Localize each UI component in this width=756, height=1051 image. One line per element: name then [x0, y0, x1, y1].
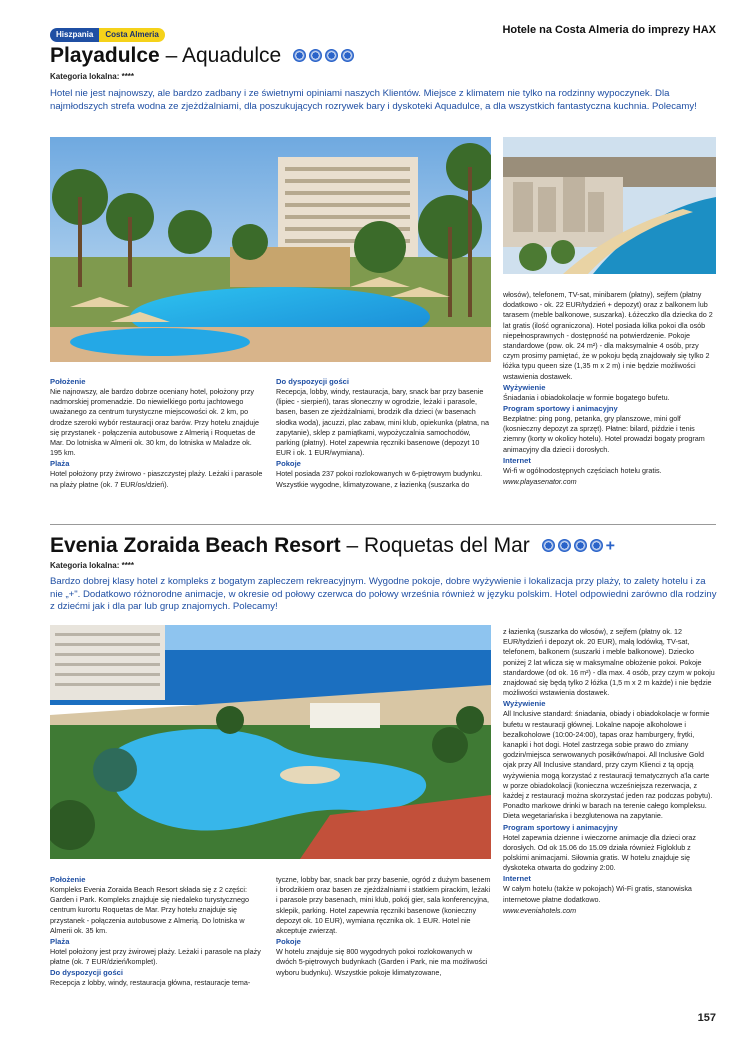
hotel2-facilities-heading: Do dyspozycji gości	[50, 968, 124, 978]
hotel2-column-2	[276, 875, 491, 979]
hotel1-column-1	[50, 377, 265, 491]
hotel1-board-text: Śniadania i obiadokolacje w formie bogatego bufetu.	[503, 392, 670, 402]
hotel1-internet-heading: Internet	[503, 455, 531, 465]
star-icon	[293, 49, 306, 62]
hotel1-location: Aquadulce	[181, 44, 282, 67]
hotel1-title	[50, 44, 357, 68]
hotel1-rooms-heading: Pokoje	[276, 459, 301, 469]
hotel1-intro: Hotel nie jest najnowszy, ale bardzo zadbany i ze świetnymi opiniami naszych Klientów. Miejsce z klimatem nie tylko na rodzinny wypoczynek. Dla najmłodszych strefa wodna ze zjeżdżalniami, dla poszukujących rozrywek bary i dyskoteki Aquadulce, a dla wszystkich fantastyczna kuchnia. Polecamy!	[50, 88, 697, 112]
hotel1-rating	[293, 44, 357, 68]
hotel1-website-link[interactable]: www.playasenator.com	[503, 477, 577, 487]
hotel2-sport-heading: Program sportowy i animacyjny	[503, 822, 618, 832]
hotel1-internet-text: Wi-fi w ogólnodostępnych częściach hotelu gratis.	[503, 465, 662, 475]
hotel2-beach-text: Hotel położony jest przy żwirowej plaży. Leżaki i parasole na plaży płatne (ok. 7 EUR/dzień/komplet).	[50, 947, 261, 967]
hotel2-dash: –	[346, 534, 359, 557]
hotel2-main-photo	[50, 625, 491, 859]
region-badge: Costa Almeria	[99, 28, 165, 42]
star-icon	[341, 49, 354, 62]
breadcrumb-badges	[50, 24, 165, 42]
hotel2-category: Kategoria lokalna: ****	[50, 561, 135, 570]
hotel1-beach-text: Hotel położony przy żwirowo - piaszczystej plaży. Leżaki i parasole na plaży płatne (ok. 7 EUR/os/dzień).	[50, 469, 263, 489]
hotel2-name: Evenia Zoraida Beach Resort	[50, 534, 341, 557]
hotel1-board-heading: Wyżywienie	[503, 382, 546, 392]
hotel2-facilities-text: Recepcja z lobby, windy, restauracja główna, restauracje tema-	[50, 978, 251, 988]
hotel1-rooms-text: Hotel posiada 237 pokoi rozlokowanych w 6-piętrowym budynku. Wszystkie wygodne, klimatyzowane, z łazienką (suszarka do	[276, 469, 483, 489]
hotel2-facilities-continued: tyczne, lobby bar, snack bar przy basenie, ogród z dużym basenem i brodzikiem oraz basen ze zjeżdżalniami i statkiem pirackim, leżaki i parasole przy basenach, mini klub, pokój gier, sala konferencyjna, sklepik, parking. Hotel zapewnia ręczniki basenowe (konieczny depozyt ok. 10 EUR), wymiana ręcznika ok. 1 EUR. Hotel nie akceptuje zwierząt.	[276, 875, 491, 936]
country-badge: Hiszpania	[50, 28, 99, 42]
hotel2-board-heading: Wyżywienie	[503, 699, 546, 709]
hotel2-internet-text: W całym hotelu (także w pokojach) Wi-Fi gratis, stanowiska internetowe płatne dodatkowo.	[503, 884, 692, 904]
hotel1-sport-text: Bezpłatne: ping pong, petanka, gry planszowe, mini golf (kosnieczny depozyt za sprzęt). Płatne: bilard, piździe i tenis ziemny (korty w okolicy hotelu). Hotel prowadzi bogaty program animacyjny dla dzieci i dorosłych.	[503, 414, 705, 454]
hotel2-title	[50, 534, 615, 558]
hotel1-column-3	[503, 290, 716, 488]
hotel1-category: Kategoria lokalna: ****	[50, 72, 135, 81]
hotel2-rooms-text: W hotelu znajduje się 800 wygodnych pokoi rozlokowanych w dwóch 5-piętrowych budynkach (Garden i Park, nie ma możliwości wyboru budynku). Wszystkie pokoje klimatyzowane,	[276, 947, 488, 977]
hotel2-intro: Bardzo dobrej klasy hotel z kompleks z bogatym zapleczem rekreacyjnym. Wygodne pokoje, dobre wyżywienie i lokalizacja przy plaży, to zalety hotelu i za nie „+". Dodatkowo różnorodne animacje, w okresie od połowy czerwca do połowy września również w języku polskim. Hotel odpowiedni zarówno dla rodziny z dziećmi jak i dla par lub grup znajomych. Polecamy!	[50, 576, 717, 612]
hotel2-rating	[542, 534, 615, 558]
page-number: 157	[697, 1012, 716, 1024]
hotel2-internet-heading: Internet	[503, 874, 531, 884]
hotel2-rooms-continued: z łazienką (suszarka do włosów), z sejfem (płatny ok. 12 EUR/tydzień i depozyt ok. 20 EUR), małą lodówką, TV-sat, telefonem, balkonem (suszarki i meble balkonowe). Dziecko poniżej 2 lat wlicza się w maksymalne obłożenie pokoi. Pokoje standardowe (od ok. 16 m²) - dla max. 4 osób, przy czym w pokoju znajdować się będą tylko 2 łóżka (1,5 m x 2 m każde) i nie będzie możliwości wstawienia dostawek.	[503, 627, 715, 698]
hotel2-website-link[interactable]: www.eveniahotels.com	[503, 905, 577, 915]
hotel1-beach-heading: Plaża	[50, 459, 70, 469]
star-icon	[590, 539, 603, 552]
hotel2-column-3	[503, 627, 716, 917]
hotel1-facilities-heading: Do dyspozycji gości	[276, 377, 350, 386]
hotel2-board-text: All Inclusive standard: śniadania, obiady i obiadokolacje w formie bufetu w restauracji głównej. Lokalne napoje alkoholowe i bezalkoholowe (10:00-24:00), tapas oraz hamburgery, frytki, kanapki i hot dogi. Hotel zastrzega sobie prawo do zmiany godzin/miejsca serwowanych posiłków/napoi. All Inclusive Gold ojak przy All Inclusive standard, przy czym Klienci z tą opcją wyżywienia mogą korzystać z restauracji tematycznych a'la carte w porze obiadokolacji (konieczna wcześniejsza rezerwacja, z każdej z restauracji można skorzystać jeden raz podczas pobytu). Ponadto markowe drinki w barach na terenie całego kompleksu. Dieta wegetariańska i bezglutenowa na zapytanie.	[503, 709, 713, 821]
hotel2-location: Roquetas del Mar	[363, 534, 530, 557]
hotel1-beach-photo	[503, 137, 716, 274]
hotel2-column-1	[50, 875, 265, 990]
star-icon	[325, 49, 338, 62]
plus-icon: +	[605, 537, 615, 555]
hotel1-sport-heading: Program sportowy i animacyjny	[503, 404, 618, 414]
section-header: Hotele na Costa Almeria do imprezy HAX	[502, 24, 716, 36]
section-divider	[50, 524, 716, 525]
hotel1-column-2	[276, 377, 491, 491]
star-icon	[558, 539, 571, 552]
hotel2-beach-heading: Plaża	[50, 937, 70, 947]
hotel1-facilities-text: Recepcja, lobby, windy, restauracja, bary, snack bar przy basenie (lipiec - sierpień), taras słoneczny w ogrodzie, leżaki i parasole, basen, basen ze zjeżdżalniami, brodzik dla dzieci (w basenach słodka woda), jacuzzi, plac zabaw, mini klub, opiekunka (płatna, na zapytanie), sklep z pamiątkami, wypożyczalnia samochodów, parking (płatny). Hotel zapewnia ręczniki basenowe (depozyt 10 EUR i ok. 1 EUR/wymiana).	[276, 387, 489, 458]
hotel2-location-heading: Położenie	[50, 875, 86, 884]
hotel2-location-text: Kompleks Evenia Zoraida Beach Resort składa się z 2 części: Garden i Park. Kompleks znajduje się niedaleko turystycznego centrum kurortu Roquetas de Mar. Przy hotelu znajduje się przystanek - połączenia autobusowe z Almerią. Do lotniska w Almerii ok. 35 km.	[50, 885, 249, 935]
hotel1-name: Playadulce	[50, 44, 160, 67]
star-icon	[574, 539, 587, 552]
hotel1-rooms-continued: włosów), telefonem, TV-sat, minibarem (płatny), sejfem (płatny dodatkowo - ok. 22 EUR/tydzień + depozyt) oraz z balkonem lub tarasem (meble balkonowe, suszarka). Łóżeczko dla dziecka do 2 lat gratis (ilość ograniczona). Hotel posiada kilka pokoi dla osób niepełnosprawnych - dostępność na potwierdzenie. Pokoje standardowe (pow. ok. 24 m²) - dla maksymalnie 4 osób, przy czym prosimy pamiętać, że w pokoju będą znajdowały się tylko 2 łóżka typu queen size (1,35 m x 2 m) i nie będzie możliwości wstawienia dostawek.	[503, 290, 713, 381]
hotel2-rooms-heading: Pokoje	[276, 937, 301, 947]
hotel2-sport-text: Hotel zapewnia dzienne i wieczorne animacje dla dzieci oraz dorosłych. Od ok 15.06 do 15.09 działa również Figloklub z polskimi animacjami. Siłownia gratis. W hotelu znajduje się dyskoteka otwarta do godziny 2:00.	[503, 832, 696, 873]
star-icon	[309, 49, 322, 62]
hotel1-location-text: Nie najnowszy, ale bardzo dobrze oceniany hotel, położony przy nadmorskiej promenadzie. Do niewielkiego portu jachtowego uważanego za centrum turystyczne miejscowości ok. 2 km, po drodze szeroki wybór restauracji oraz barów. Przy hotelu znajduje się przystanek - połączenia autobusowe z Almerią i Roquetas de Mar. Do lotniska w Almerii ok. 30 km, do lotniska w Maladze ok. 195 km.	[50, 387, 259, 458]
star-icon	[542, 539, 555, 552]
hotel1-main-photo	[50, 137, 491, 362]
hotel1-location-heading: Położenie	[50, 377, 86, 386]
hotel1-dash: –	[165, 44, 178, 67]
